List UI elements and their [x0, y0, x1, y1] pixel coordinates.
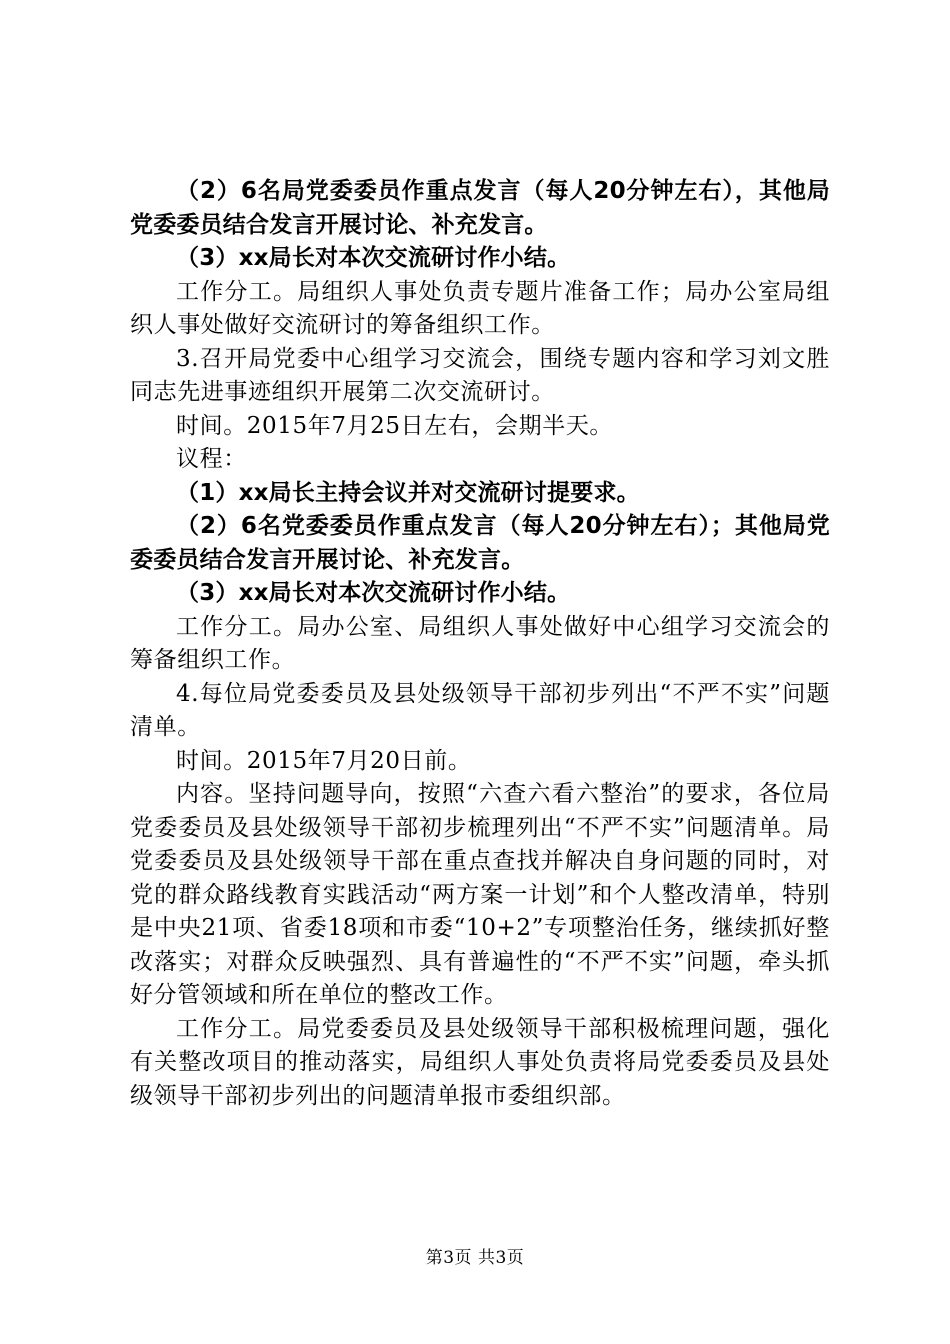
paragraph-agenda-heading: 议程： [176, 446, 247, 472]
paragraph-agenda-item-1: （1）xx局长主持会议并对交流研讨提要求。 [176, 479, 640, 506]
paragraph-time: 时间。2015年7月25日左右，会期半天。 [176, 412, 614, 439]
paragraph-content: 内容。坚持问题导向，按照“六查六看六整治”的要求，各位局党委委员及县处级领导干部初步梳理列出“不严不实”问题清单。局党委委员及县处级领导干部在重点查找并解决自身问题的同时，对党的群众路线教育实践活动“两方案一计划”和个人整改清单，特别是中央21项、省委18项和市委“10+2”专项整治任务，继续抓好整改落实；对群众反映强烈、具有普遍性的“不严不实”问题，牵头抓好分管领域和所在单位的整改工作。 [130, 781, 830, 1008]
document-body [130, 175, 830, 1113]
paragraph-agenda-item-3: （3）xx局长对本次交流研讨作小结。 [176, 245, 571, 271]
page-footer [0, 1243, 950, 1268]
paragraph-division-of-work-2: 工作分工。局办公室、局组织人事处做好中心组学习交流会的筹备组织工作。 [130, 613, 830, 673]
paragraph-division-of-work: 工作分工。局组织人事处负责专题片准备工作；局办公室局组织人事处做好交流研讨的筹备组织工作。 [130, 278, 830, 338]
page-number-label: 第3页 共3页 [425, 1248, 525, 1268]
paragraph-time-2: 时间。2015年7月20日前。 [176, 747, 472, 774]
paragraph-agenda-item-2b: （2）6名党委委员作重点发言（每人20分钟左右）；其他局党委委员结合发言开展讨论、补充发言。 [130, 513, 830, 573]
paragraph-agenda-item-2: （2）6名局党委委员作重点发言（每人20分钟左右），其他局党委委员结合发言开展讨论、补充发言。 [130, 178, 830, 238]
paragraph-agenda-item-3b: （3）xx局长对本次交流研讨作小结。 [176, 580, 571, 606]
paragraph-section-3: 3.召开局党委中心组学习交流会，围绕专题内容和学习刘文胜同志先进事迹组织开展第二次交流研讨。 [130, 345, 830, 405]
paragraph-division-of-work-3: 工作分工。局党委委员及县处级领导干部积极梳理问题，强化有关整改项目的推动落实，局组织人事处负责将局党委委员及县处级领导干部初步列出的问题清单报市委组织部。 [130, 1015, 830, 1109]
paragraph-section-4: 4.每位局党委委员及县处级领导干部初步列出“不严不实”问题清单。 [130, 680, 830, 740]
